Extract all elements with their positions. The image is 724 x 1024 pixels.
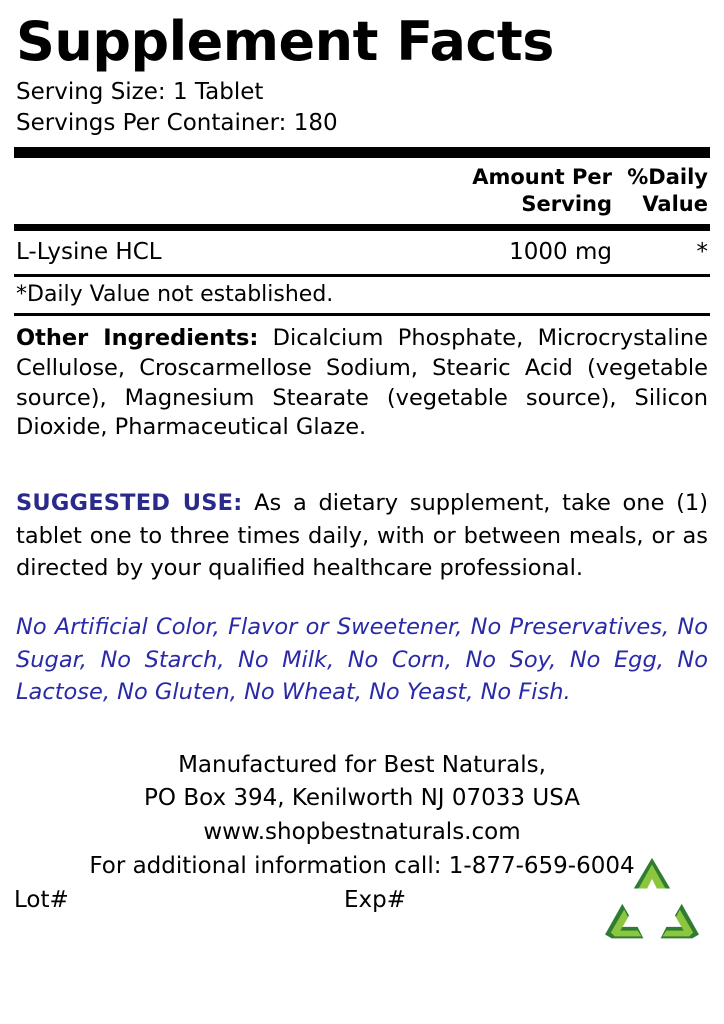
divider-thin-bottom xyxy=(14,313,710,316)
manufacturer-line1: Manufactured for Best Naturals, xyxy=(178,751,546,778)
suggested-use-label: SUGGESTED USE: xyxy=(16,490,243,517)
free-from-claims: No Artificial Color, Flavor or Sweetener, No Preservatives, No Sugar, No Starch, No Milk, No Corn, No Soy, No Egg, No Lactose, No Gluten, No Wheat, No Yeast, No Fish. xyxy=(16,614,708,706)
table-row xyxy=(14,231,710,274)
suggested-use xyxy=(16,487,708,585)
header-amount-per-serving xyxy=(362,164,612,219)
header-dv-line2: Value xyxy=(642,192,708,217)
header-amount-line2: Serving xyxy=(521,192,612,217)
serving-size: Serving Size: 1 Tablet xyxy=(16,78,264,105)
header-dv-line1: %Daily xyxy=(627,164,708,189)
contact-phone: For additional information call: 1-877-659-6004 xyxy=(89,852,635,879)
header-daily-value xyxy=(612,164,708,219)
lot-number-label: Lot# xyxy=(14,886,69,913)
daily-value-footnote: *Daily Value not established. xyxy=(16,282,334,308)
servings-per-container: Servings Per Container: 180 xyxy=(16,109,338,136)
exp-date-label: Exp# xyxy=(344,886,407,913)
recycle-icon xyxy=(598,854,706,946)
nutrient-daily-value: * xyxy=(696,239,708,266)
suggested-use-text: As a dietary supplement, take one (1) tablet one to three times daily, with or between meals, or as directed by your qualified healthcare professional. xyxy=(16,490,709,582)
website-url[interactable]: www.shopbestnaturals.com xyxy=(203,818,521,845)
nutrient-amount: 1000 mg xyxy=(509,239,612,266)
manufacturer-line2: PO Box 394, Kenilworth NJ 07033 USA xyxy=(144,785,580,812)
other-ingredients-label: Other Ingredients: xyxy=(16,325,259,352)
page-title: Supplement Facts xyxy=(16,10,554,73)
nutrition-table-header xyxy=(14,158,710,225)
other-ingredients-text: Dicalcium Phosphate, Microcrystaline Cellulose, Croscarmellose Sodium, Stearic Acid (vegetable source), Magnesium Stearate (vegetable source), Silicon Dioxide, Pharmaceutical Glaze. xyxy=(16,325,709,441)
manufacturer-block xyxy=(14,749,710,849)
header-amount-line1: Amount Per xyxy=(472,164,612,189)
divider-thick-top xyxy=(14,147,710,158)
nutrient-name: L-Lysine HCL xyxy=(16,239,162,266)
other-ingredients xyxy=(16,324,708,443)
divider-med xyxy=(14,224,710,231)
